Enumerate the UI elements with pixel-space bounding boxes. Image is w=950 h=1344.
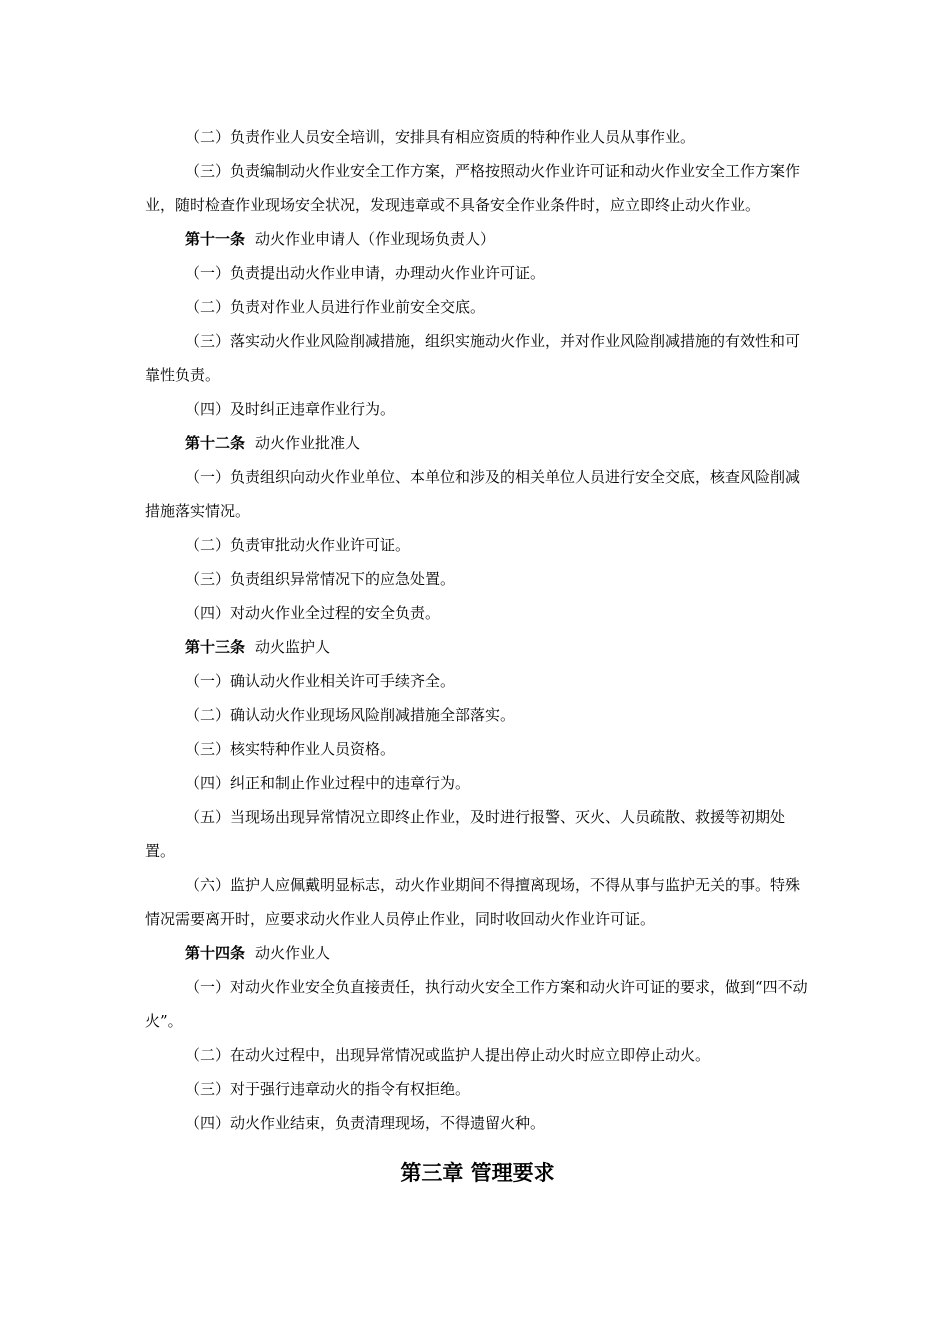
article-heading bbox=[145, 426, 810, 460]
paragraph: （四）动火作业结束，负责清理现场，不得遗留火种。 bbox=[185, 1114, 546, 1132]
paragraph: （三）负责组织异常情况下的应急处置。 bbox=[185, 570, 456, 588]
document-page bbox=[145, 120, 810, 1190]
article-number: 第十四条 bbox=[185, 944, 246, 962]
paragraph: （三）负责编制动火作业安全工作方案，严格按照动火作业许可证和动火作业安全工作方案作业，随时检查作业现场安全状况，发现违章或不具备安全作业条件时，应立即终止动火作业。 bbox=[145, 162, 801, 214]
paragraph: （四）纠正和制止作业过程中的违章行为。 bbox=[185, 774, 471, 792]
article-heading bbox=[145, 222, 810, 256]
paragraph: （一）确认动火作业相关许可手续齐全。 bbox=[185, 672, 456, 690]
article-title: 动火作业批准人 bbox=[255, 434, 361, 452]
paragraph: （三）对于强行违章动火的指令有权拒绝。 bbox=[185, 1080, 471, 1098]
paragraph: （四）及时纠正违章作业行为。 bbox=[185, 400, 396, 418]
paragraph: （一）负责组织向动火作业单位、本单位和涉及的相关单位人员进行安全交底，核查风险削减措施落实情况。 bbox=[145, 468, 801, 520]
paragraph: （二）确认动火作业现场风险削减措施全部落实。 bbox=[185, 706, 516, 724]
article-number: 第十一条 bbox=[185, 230, 246, 248]
chapter-heading: 第三章 管理要求 bbox=[400, 1161, 555, 1185]
paragraph: （二）负责对作业人员进行作业前安全交底。 bbox=[185, 298, 486, 316]
article-title: 动火作业人 bbox=[255, 944, 331, 962]
paragraph: （一）负责提出动火作业申请，办理动火作业许可证。 bbox=[185, 264, 546, 282]
paragraph: （二）负责作业人员安全培训，安排具有相应资质的特种作业人员从事作业。 bbox=[185, 128, 696, 146]
article-title: 动火作业申请人（作业现场负责人） bbox=[255, 230, 496, 248]
article-heading bbox=[145, 936, 810, 970]
paragraph: （四）对动火作业全过程的安全负责。 bbox=[185, 604, 441, 622]
article-title: 动火监护人 bbox=[255, 638, 331, 656]
paragraph: （三）核实特种作业人员资格。 bbox=[185, 740, 396, 758]
paragraph: （一）对动火作业安全负直接责任，执行动火安全工作方案和动火许可证的要求，做到“四不动火”。 bbox=[145, 978, 808, 1030]
article-heading bbox=[145, 630, 810, 664]
article-number: 第十三条 bbox=[185, 638, 246, 656]
article-number: 第十二条 bbox=[185, 434, 246, 452]
document-body bbox=[145, 120, 810, 1140]
paragraph: （五）当现场出现异常情况立即终止作业，及时进行报警、灭火、人员疏散、救援等初期处置。 bbox=[145, 808, 786, 860]
paragraph: （六）监护人应佩戴明显标志，动火作业期间不得擅离现场，不得从事与监护无关的事。特殊情况需要离开时，应要求动火作业人员停止作业，同时收回动火作业许可证。 bbox=[145, 876, 801, 928]
paragraph: （二）负责审批动火作业许可证。 bbox=[185, 536, 411, 554]
paragraph: （二）在动火过程中，出现异常情况或监护人提出停止动火时应立即停止动火。 bbox=[185, 1046, 711, 1064]
paragraph: （三）落实动火作业风险削减措施，组织实施动火作业，并对作业风险削减措施的有效性和可靠性负责。 bbox=[145, 332, 801, 384]
